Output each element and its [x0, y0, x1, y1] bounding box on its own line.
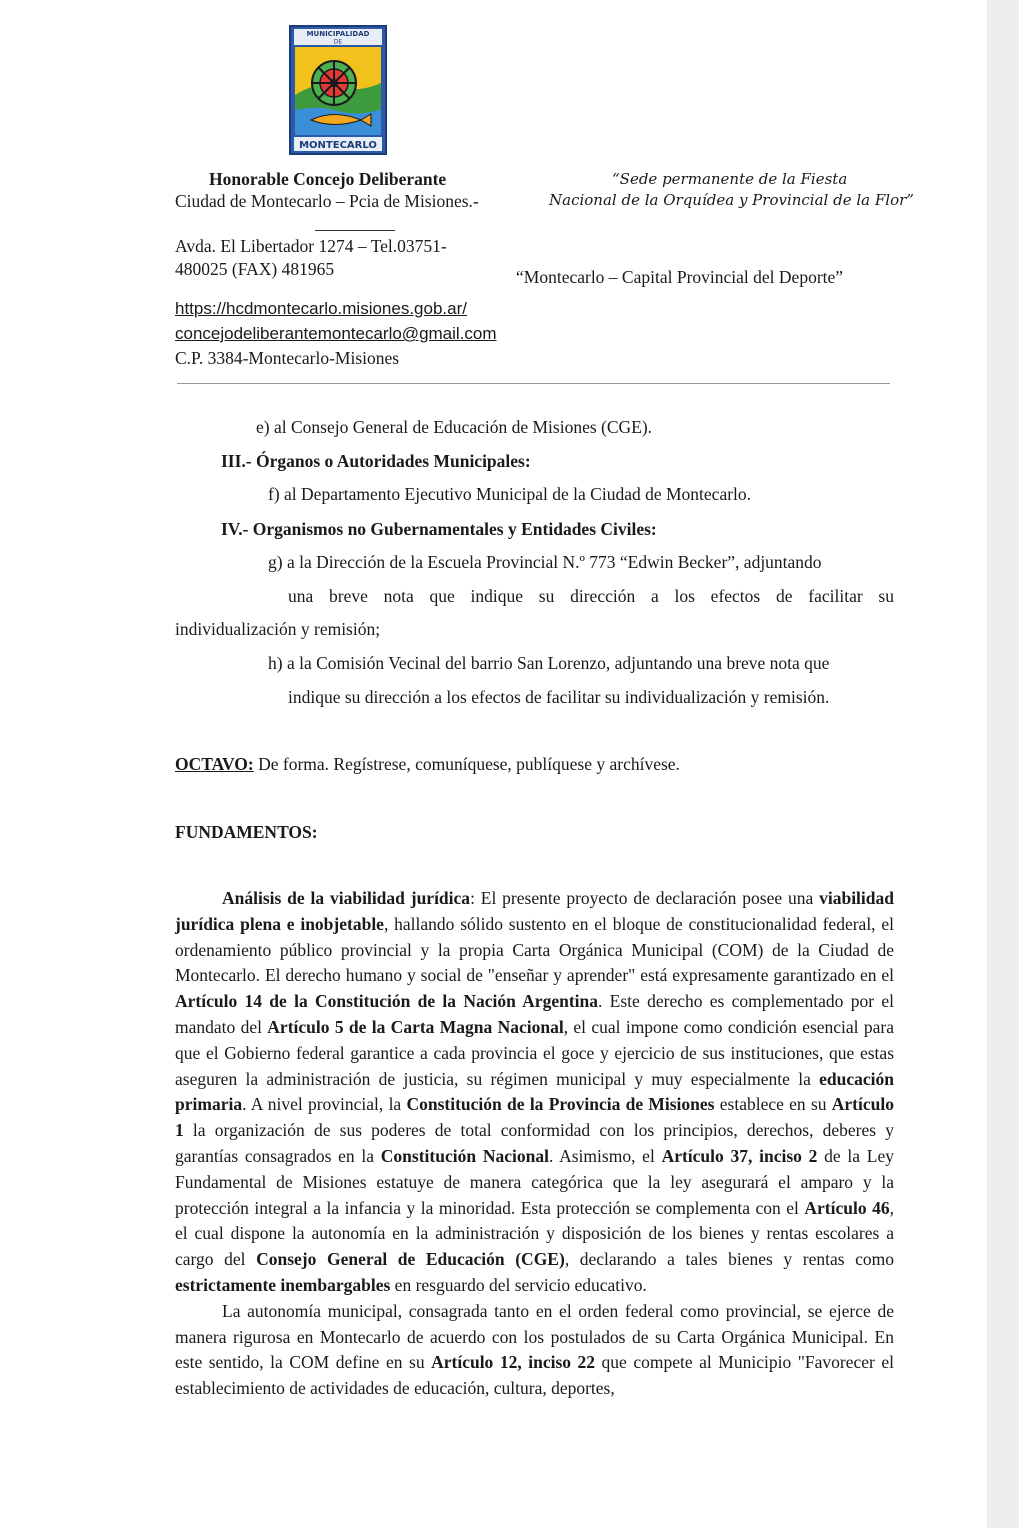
motto-line-1: “Sede permanente de la Fiesta: [612, 170, 848, 188]
bold-run: Constitución Nacional: [380, 1145, 549, 1166]
logo-de-text: DE: [333, 38, 343, 46]
address-line-2: 480025 (FAX) 481965: [175, 259, 335, 279]
city-line: Ciudad de Montecarlo – Pcia de Misiones.-: [175, 191, 479, 211]
text-run: , hallando sólido sustento en el bloque de constitucionalidad federal, el ordenamiento público provincial y la propia Carta Orgánica Municipal (COM) de la Ciudad de Montecarlo. El derecho humano y social de "enseñar y aprender" está expresamente garantizado en el: [175, 913, 894, 986]
paragraph-legal-viability: [175, 886, 894, 1299]
text-run: : El presente proyecto de declaración posee una: [470, 888, 820, 908]
fundamentos-heading: FUNDAMENTOS:: [175, 822, 318, 842]
website-link[interactable]: https://hcdmontecarlo.misiones.gob.ar/: [175, 299, 467, 318]
text-run: , el cual impone como condición esencial para que el Gobierno federal garantice a cada provincia el goce y ejercicio de sus instituciones, que estas aseguren la administración de justicia, su régimen municipal y muy especialmente la: [175, 1016, 894, 1089]
capital-line: “Montecarlo – Capital Provincial del Deporte”: [516, 267, 844, 287]
bold-run: Artículo 37, inciso 2: [661, 1145, 818, 1166]
item-f: f) al Departamento Ejecutivo Municipal de la Ciudad de Montecarlo.: [268, 484, 752, 504]
octavo-label: OCTAVO:: [175, 754, 254, 774]
fundamentos-body: [175, 886, 894, 1402]
heading-iv: IV.- Organismos no Gubernamentales y Entidades Civiles:: [221, 519, 657, 539]
motto-line-2: Nacional de la Orquídea y Provincial de la Flor”: [549, 191, 914, 209]
text-run: en resguardo del servicio educativo.: [390, 1274, 647, 1295]
bold-run: Constitución de la Provincia de Misiones: [406, 1094, 715, 1115]
postal-code: C.P. 3384-Montecarlo-Misiones: [175, 348, 400, 368]
bold-run: Artículo 46: [804, 1197, 890, 1218]
bold-run: Artículo 14 de la Constitución de la Nación Argentina: [175, 991, 598, 1012]
text-run: la organización de sus poderes de total conformidad con los principios, derechos, deberes y garantías consagrados en la: [175, 1120, 894, 1166]
item-g-line-1: g) a la Dirección de la Escuela Provincial N.º 773 “Edwin Becker”, adjuntando: [268, 552, 822, 572]
octavo-clause: [175, 753, 680, 775]
text-run: La autonomía municipal, consagrada tanto en el orden federal como provincial, se ejerce de manera rigurosa en Montecarlo de acuerdo con los postulados de su Carta Orgánica Municipal. En este sentido, la COM define en su: [175, 1300, 894, 1373]
bold-run: Consejo General de Educación (CGE): [256, 1249, 565, 1270]
text-run: , el cual dispone la autonomía en la administración y disposición de los bienes y rentas escolares a cargo del: [175, 1197, 894, 1270]
bold-run: Artículo 5 de la Carta Magna Nacional: [267, 1016, 564, 1037]
text-run: que compete al Municipio "Favorecer el establecimiento de actividades de educación, cultura, deportes,: [175, 1352, 894, 1399]
paragraph-municipal-autonomy: [175, 1299, 894, 1402]
item-h-line-2: indique su dirección a los efectos de facilitar su individualización y remisión.: [288, 687, 830, 707]
item-h-line-1: h) a la Comisión Vecinal del barrio San Lorenzo, adjuntando una breve nota que: [268, 653, 830, 673]
council-name: Honorable Concejo Deliberante: [209, 169, 447, 189]
item-e: e) al Consejo General de Educación de Misiones (CGE).: [256, 417, 653, 437]
bold-run: Artículo 1: [175, 1094, 894, 1141]
municipality-logo: [289, 25, 387, 155]
header-divider: [177, 383, 890, 384]
text-run: establece en su: [714, 1094, 832, 1115]
logo-bottom-text: MONTECARLO: [299, 140, 377, 151]
viewer-side-panel: [987, 0, 1019, 1528]
short-divider: [315, 230, 395, 231]
octavo-text: De forma. Regístrese, comuníquese, publíquese y archívese.: [253, 754, 680, 774]
bold-run: estrictamente inembargables: [175, 1274, 391, 1295]
item-g-line-3: individualización y remisión;: [175, 619, 381, 639]
bold-run: educación primaria: [175, 1068, 894, 1115]
text-run: , declarando a tales bienes y rentas como: [564, 1249, 894, 1270]
text-run: . A nivel provincial, la: [242, 1094, 407, 1115]
text-run: de la Ley Fundamental de Misiones estatuye de manera categórica que la ley asegurará el amparo y la protección integral a la infancia y la minoridad. Esta protección se complementa con el: [175, 1145, 895, 1218]
logo-top-text: MUNICIPALIDAD: [306, 30, 370, 38]
bold-run: Análisis de la viabilidad jurídica: [222, 888, 471, 908]
email-link[interactable]: concejodeliberantemontecarlo@gmail.com: [175, 324, 497, 343]
heading-iii: III.- Órganos o Autoridades Municipales:: [221, 451, 531, 471]
bold-run: viabilidad jurídica plena e inobjetable: [175, 888, 894, 934]
bold-run: Artículo 12, inciso 22: [431, 1352, 596, 1373]
text-run: . Asimismo, el: [548, 1145, 662, 1166]
text-run: . Este derecho es complementado por el mandato del: [175, 991, 894, 1037]
item-g-line-2: una breve nota que indique su dirección a los efectos de facilitar su: [288, 586, 894, 606]
address-line-1: Avda. El Libertador 1274 – Tel.03751-: [175, 236, 447, 256]
